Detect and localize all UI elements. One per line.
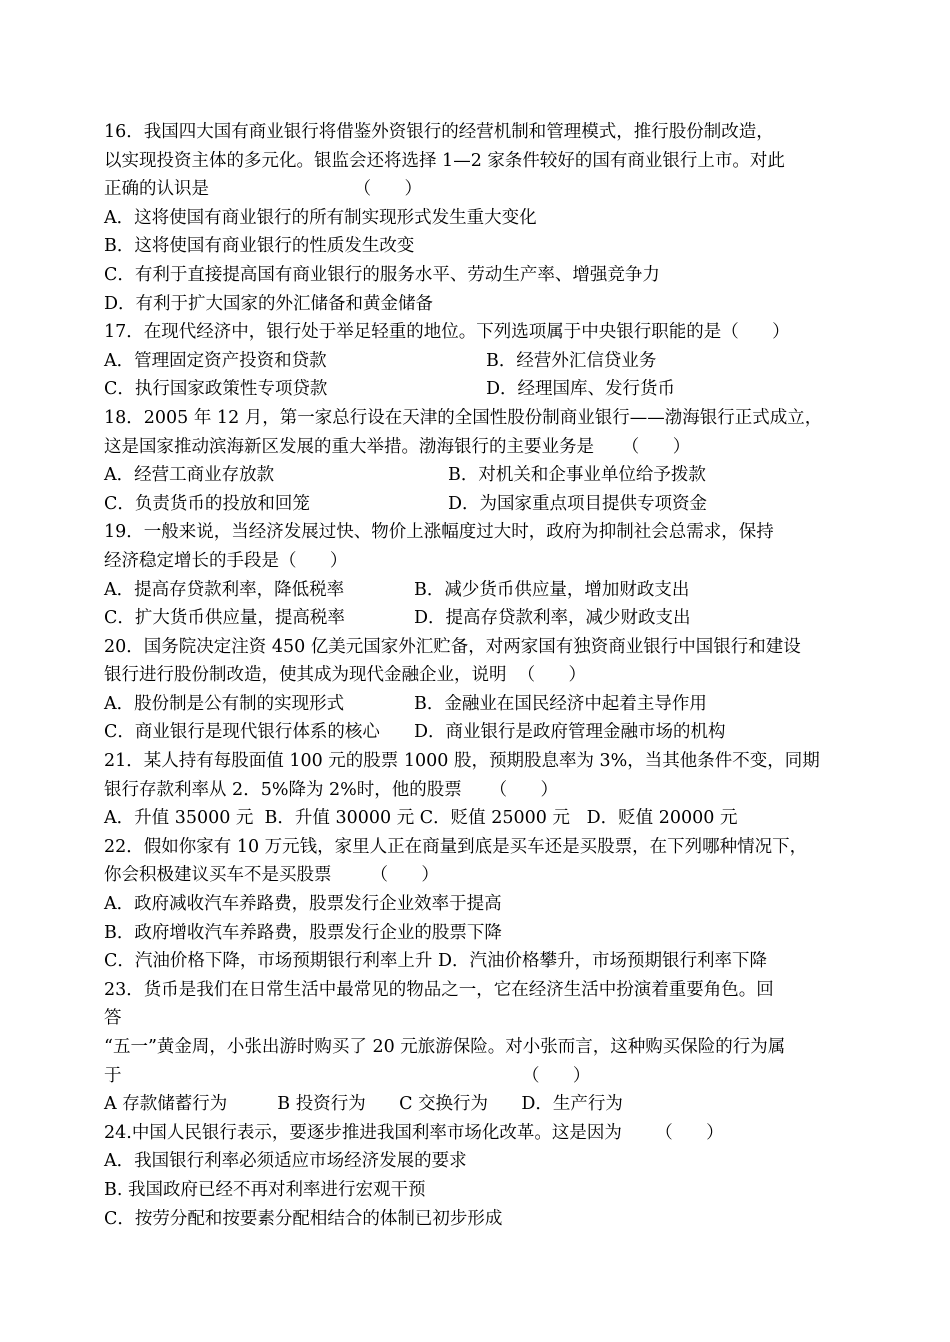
q23-options: A 存款储蓄行为 B 投资行为 C 交换行为 D．生产行为	[104, 1094, 623, 1115]
q18-option-a: A．经营工商业存放款	[104, 465, 275, 486]
q22-stem-line-1: 22．假如你家有 10 万元钱，家里人正在商量到底是买车还是买股票，在下列哪种情况下，	[104, 836, 808, 857]
q16-option-c: C．有利于直接提高国有商业银行的服务水平、劳动生产率、增强竞争力	[104, 264, 660, 285]
q18-options-row-1	[104, 461, 864, 490]
q21-stem-line-1: 21．某人持有每股面值 100 元的股票 1000 股，预期股息率为 3%，当其他条件不变，同期	[104, 751, 820, 772]
q17-option-d: D．经理国库、发行货币	[486, 379, 676, 400]
q18-option-b: B．对机关和企事业单位给予拨款	[448, 465, 706, 486]
q20-stem-line-2: 银行进行股份制改造，使其成为现代金融企业，说明 （ ）	[104, 665, 587, 686]
q20-stem-line-1: 20．国务院决定注资 450 亿美元国家外汇贮备，对两家国有独资商业银行中国银行和建设	[104, 636, 801, 657]
q22-stem-line-2: 你会积极建议买车不是买股票 （ ）	[104, 865, 439, 886]
q19-stem-line-1: 19．一般来说，当经济发展过快、物价上涨幅度过大时，政府为抑制社会总需求，保持	[104, 522, 774, 543]
q23-stem-line-4: 于 （ ）	[104, 1065, 591, 1086]
q16-option-a: A．这将使国有商业银行的所有制实现形式发生重大变化	[104, 207, 537, 228]
q22-option-b: B．政府增收汽车养路费，股票发行企业的股票下降	[104, 922, 502, 943]
question-list	[104, 118, 864, 1233]
q18-option-c: C．负责货币的投放和回笼	[104, 493, 310, 514]
q20-option-c: C．商业银行是现代银行体系的核心	[104, 722, 380, 743]
q19-stem-line-2: 经济稳定增长的手段是（ ）	[104, 550, 348, 571]
q19-option-b: B．减少货币供应量，增加财政支出	[414, 579, 690, 600]
q16-stem-line-2: 以实现投资主体的多元化。银监会还将选择 1—2 家条件较好的国有商业银行上市。对此	[104, 150, 785, 171]
q16-option-d: D．有利于扩大国家的外汇储备和黄金储备	[104, 293, 434, 314]
q17-options-row-1	[104, 347, 864, 376]
q24-stem-line-1: 24.中国人民银行表示，要逐步推进我国利率市场化改革。这是因为 （ ）	[104, 1122, 724, 1143]
q23-stem-line-2: 答	[104, 1008, 122, 1029]
q24-option-c: C．按劳分配和按要素分配相结合的体制已初步形成	[104, 1208, 503, 1229]
q20-option-b: B．金融业在国民经济中起着主导作用	[414, 693, 707, 714]
q16-stem-line-1: 16．我国四大国有商业银行将借鉴外资银行的经营机制和管理模式，推行股份制改造，	[104, 122, 774, 142]
q19-options-row-2	[104, 604, 864, 633]
q24-option-b: B. 我国政府已经不再对利率进行宏观干预	[104, 1179, 426, 1200]
q17-option-a: A．管理固定资产投资和贷款	[104, 350, 327, 371]
q16-stem-line-3: 正确的认识是 （ ）	[104, 179, 423, 200]
q18-options-row-2	[104, 490, 864, 519]
q17-stem-line-1: 17．在现代经济中，银行处于举足轻重的地位。下列选项属于中央银行职能的是（ ）	[104, 322, 790, 343]
q21-options: A．升值 35000 元 B．升值 30000 元 C．贬值 25000 元 D．贬值 20000 元	[104, 808, 738, 829]
q19-option-d: D．提高存贷款利率，减少财政支出	[414, 608, 691, 629]
q23-stem-line-3: “五一”黄金周，小张出游时购买了 20 元旅游保险。对小张而言，这种购买保险的行为属	[104, 1037, 786, 1057]
q17-options-row-2	[104, 375, 864, 404]
q19-options-row-1	[104, 576, 864, 605]
q18-stem-line-1: 18．2005 年 12 月，第一家总行设在天津的全国性股份制商业银行——渤海银行正式成立，	[104, 407, 823, 428]
q16-option-b: B．这将使国有商业银行的性质发生改变	[104, 236, 415, 257]
q20-options-row-1	[104, 690, 864, 719]
q20-options-row-2	[104, 718, 864, 747]
q19-option-c: C．扩大货币供应量，提高税率	[104, 608, 345, 629]
q18-stem-line-2: 这是国家推动滨海新区发展的重大举措。渤海银行的主要业务是 （ ）	[104, 436, 691, 457]
q24-option-a: A．我国银行利率必须适应市场经济发展的要求	[104, 1151, 467, 1172]
q21-stem-line-2: 银行存款利率从 2．5%降为 2%时，他的股票 （ ）	[104, 779, 558, 800]
q22-option-a: A．政府减收汽车养路费，股票发行企业效率于提高	[104, 894, 502, 915]
q20-option-d: D．商业银行是政府管理金融市场的机构	[414, 722, 726, 743]
q23-stem-line-1: 23．货币是我们在日常生活中最常见的物品之一，它在经济生活中扮演着重要角色。回	[104, 979, 774, 1000]
q17-option-b: B．经营外汇信贷业务	[486, 350, 657, 371]
q19-option-a: A．提高存贷款利率，降低税率	[104, 579, 345, 600]
q17-option-c: C．执行国家政策性专项贷款	[104, 379, 328, 400]
q22-option-c-d: C．汽油价格下降，市场预期银行利率上升 D．汽油价格攀升，市场预期银行利率下降	[104, 951, 767, 972]
q18-option-d: D．为国家重点项目提供专项资金	[448, 493, 708, 514]
q20-option-a: A．股份制是公有制的实现形式	[104, 693, 345, 714]
